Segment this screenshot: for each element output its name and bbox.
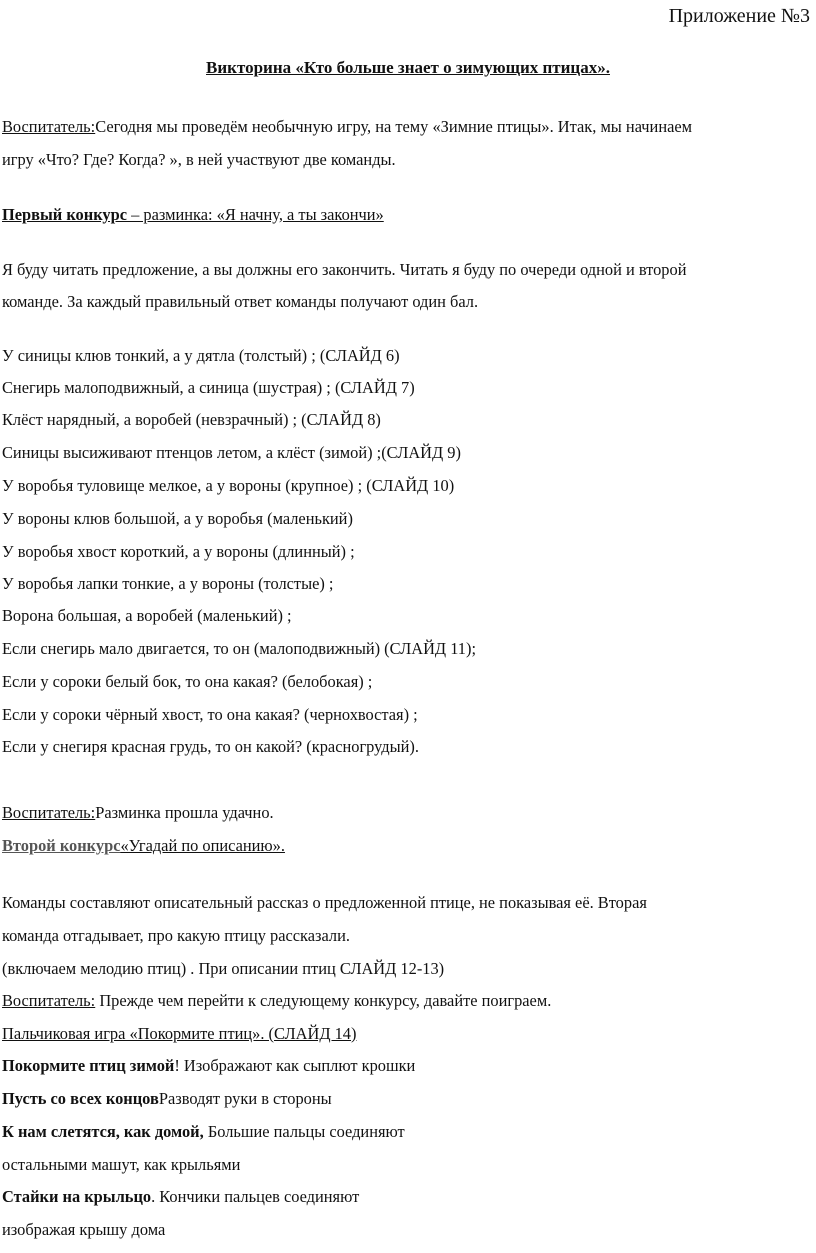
- action-text: Большие пальцы соединяют: [203, 1122, 405, 1141]
- transition-line: [2, 991, 551, 1011]
- contest-2-heading-rest: «Угадай по описанию».: [120, 836, 285, 855]
- contest-2-heading: [2, 836, 285, 856]
- finger-game-row: [2, 1089, 332, 1109]
- verse-text: Покормите птиц зимой: [2, 1056, 175, 1075]
- intro-line-2: игру «Что? Где? Когда? », в ней участвуют две команды.: [2, 150, 396, 169]
- action-text: Разводят руки в стороны: [158, 1089, 332, 1108]
- list-item: Ворона большая, а воробей (маленький) ;: [2, 606, 292, 625]
- list-item: У синицы клюв тонкий, а у дятла (толстый) ; (СЛАЙД 6): [2, 346, 400, 365]
- speaker-label: Воспитатель:: [2, 117, 96, 136]
- summary-line: [2, 803, 274, 823]
- contest-2-heading-bold: Второй конкурс: [2, 836, 121, 855]
- finger-game-row: [2, 1122, 405, 1142]
- list-item: Если у сороки чёрный хвост, то она какая? (чернохвостая) ;: [2, 705, 418, 724]
- list-item: У вороны клюв большой, а у воробья (маленький): [2, 509, 353, 528]
- list-item: Снегирь малоподвижный, а синица (шустрая) ; (СЛАЙД 7): [2, 378, 415, 397]
- contest-1-heading-rest: – разминка: «Я начну, а ты закончи»: [127, 205, 384, 224]
- list-item: У воробья хвост короткий, а у вороны (длинный) ;: [2, 542, 355, 561]
- action-text: ! Изображают как сыплют крошки: [174, 1056, 416, 1075]
- finger-game-row: [2, 1187, 359, 1207]
- finger-game-row: [2, 1155, 240, 1175]
- list-item: Клёст нарядный, а воробей (невзрачный) ; (СЛАЙД 8): [2, 410, 381, 429]
- contest-1-heading-bold: Первый конкурс: [2, 205, 127, 224]
- transition-text: Прежде чем перейти к следующему конкурсу, давайте поиграем.: [95, 991, 552, 1010]
- list-item: Если у сороки белый бок, то она какая? (белобокая) ;: [2, 672, 373, 691]
- contest-2-desc-1: Команды составляют описательный рассказ о предложенной птице, не показывая её. Вторая: [2, 893, 647, 912]
- contest-2-desc-3: (включаем мелодию птиц) . При описании птиц СЛАЙД 12-13): [2, 959, 445, 978]
- action-text: изображая крышу дома: [2, 1220, 166, 1239]
- intro-line-1: [2, 117, 692, 137]
- contest-1-desc-2: команде. За каждый правильный ответ команды получают один бал.: [2, 292, 479, 311]
- verse-text: Стайки на крыльцо: [2, 1187, 152, 1206]
- summary-text: Разминка прошла удачно.: [95, 803, 274, 822]
- finger-game-row: [2, 1056, 415, 1076]
- intro-text-1: Сегодня мы проведём необычную игру, на тему «Зимние птицы». Итак, мы начинаем: [95, 117, 693, 136]
- contest-2-desc-2: команда отгадывает, про какую птицу рассказали.: [2, 926, 350, 945]
- contest-1-desc-1: Я буду читать предложение, а вы должны его закончить. Читать я буду по очереди одной и второй: [2, 260, 687, 279]
- verse-text: К нам слетятся, как домой,: [2, 1122, 204, 1141]
- list-item: У воробья туловище мелкое, а у вороны (крупное) ; (СЛАЙД 10): [2, 476, 455, 495]
- list-item: Синицы высиживают птенцов летом, а клёст (зимой) ;(СЛАЙД 9): [2, 443, 461, 462]
- speaker-label: Воспитатель:: [2, 803, 96, 822]
- finger-game-heading: Пальчиковая игра «Покормите птиц». (СЛАЙД 14): [2, 1024, 357, 1043]
- verse-text: Пусть со всех концов: [2, 1089, 159, 1108]
- list-item: Если у снегиря красная грудь, то он какой? (красногрудый).: [2, 737, 419, 756]
- list-item: Если снегирь мало двигается, то он (малоподвижный) (СЛАЙД 11);: [2, 639, 477, 658]
- list-item: У воробья лапки тонкие, а у вороны (толстые) ;: [2, 574, 334, 593]
- action-text: остальными машут, как крыльями: [2, 1155, 241, 1174]
- contest-1-heading: [2, 205, 384, 225]
- action-text: . Кончики пальцев соединяют: [151, 1187, 360, 1206]
- document-title: Викторина «Кто больше знает о зимующих птицах».: [206, 58, 610, 77]
- appendix-label: Приложение №3: [668, 5, 810, 27]
- finger-game-row: [2, 1220, 165, 1240]
- speaker-label: Воспитатель:: [2, 991, 96, 1010]
